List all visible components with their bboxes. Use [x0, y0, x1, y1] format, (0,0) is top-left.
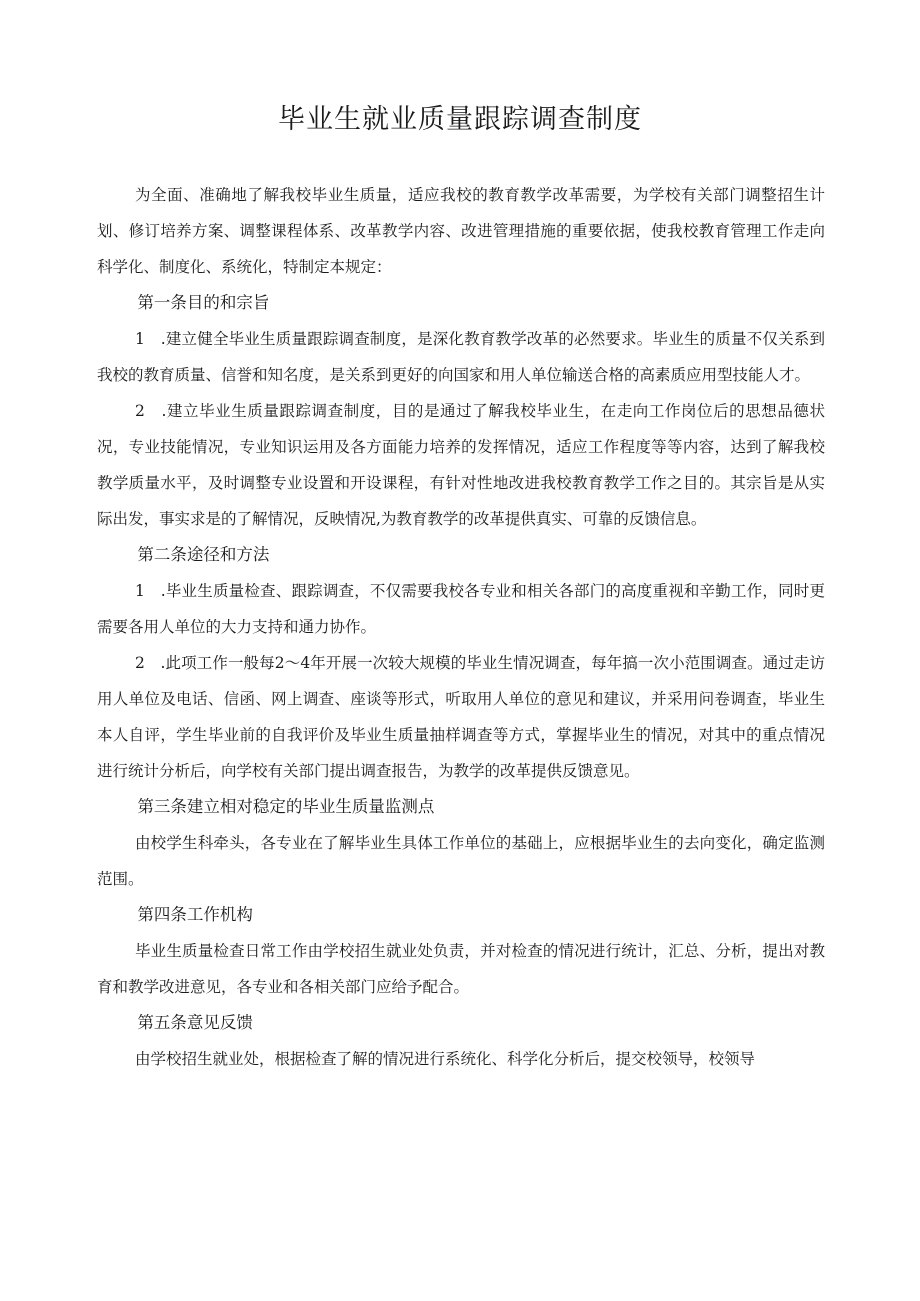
article-1-heading: 第一条目的和宗旨: [137, 293, 270, 312]
intro-paragraph: 为全面、准确地了解我校毕业生质量，适应我校的教育教学改革需要，为学校有关部门调整招生计划、修订培养方案、调整课程体系、改革教学内容、改进管理措施的重要依据，使我校教育管理工作走向科学化、制度化、系统化，特制定本规定：: [97, 186, 825, 276]
article-3-paragraph: 由校学生科牵头，各专业在了解毕业生具体工作单位的基础上，应根据毕业生的去向变化，确定监测范围。: [97, 834, 825, 888]
article-3-heading: 第三条建立相对稳定的毕业生质量监测点: [137, 797, 435, 816]
article-5-paragraph: 由学校招生就业处，根据检查了解的情况进行系统化、科学化分析后，提交校领导，校领导: [134, 1050, 755, 1068]
article-2-item-2: 2 .此项工作一般每2～4年开展一次较大规模的毕业生情况调查，每年搞一次小范围调查。通过走访用人单位及电话、信函、网上调查、座谈等形式，听取用人单位的意见和建议，并采用问卷调查，毕业生本人自评，学生毕业前的自我评价及毕业生质量抽样调查等方式，掌握毕业生的情况，对其中的重点情况进行统计分析后，向学校有关部门提出调查报告，为教学的改革提供反馈意见。: [97, 654, 825, 780]
article-1-item-2: 2 .建立毕业生质量跟踪调查制度，目的是通过了解我校毕业生，在走向工作岗位后的思想品德状况，专业技能情况，专业知识运用及各方面能力培养的发挥情况，适应工作程度等等内容，达到了解我校教学质量水平，及时调整专业设置和开设课程，有针对性地改进我校教育教学工作之目的。其宗旨是从实际出发，事实求是的了解情况，反映情况,为教育教学的改革提供真实、可靠的反馈信息。: [97, 402, 825, 528]
article-1-item-1: 1 .建立健全毕业生质量跟踪调查制度，是深化教育教学改革的必然要求。毕业生的质量不仅关系到我校的教育质量、信誉和知名度，是关系到更好的向国家和用人单位输送合格的高素质应用型技能人才。: [97, 330, 825, 384]
article-2-item-1: 1 .毕业生质量检查、跟踪调查，不仅需要我校各专业和相关各部门的高度重视和辛勤工作，同时更需要各用人单位的大力支持和通力协作。: [97, 582, 825, 636]
article-4-paragraph: 毕业生质量检查日常工作由学校招生就业处负责，并对检查的情况进行统计，汇总、分析，提出对教育和教学改进意见，各专业和各相关部门应给予配合。: [97, 942, 825, 996]
document-body: [97, 177, 825, 1077]
article-2-heading: 第二条途径和方法: [137, 545, 270, 564]
article-5-heading: 第五条意见反馈: [137, 1013, 253, 1032]
document-title: 毕业生就业质量跟踪调查制度: [278, 104, 642, 135]
article-4-heading: 第四条工作机构: [137, 905, 253, 924]
